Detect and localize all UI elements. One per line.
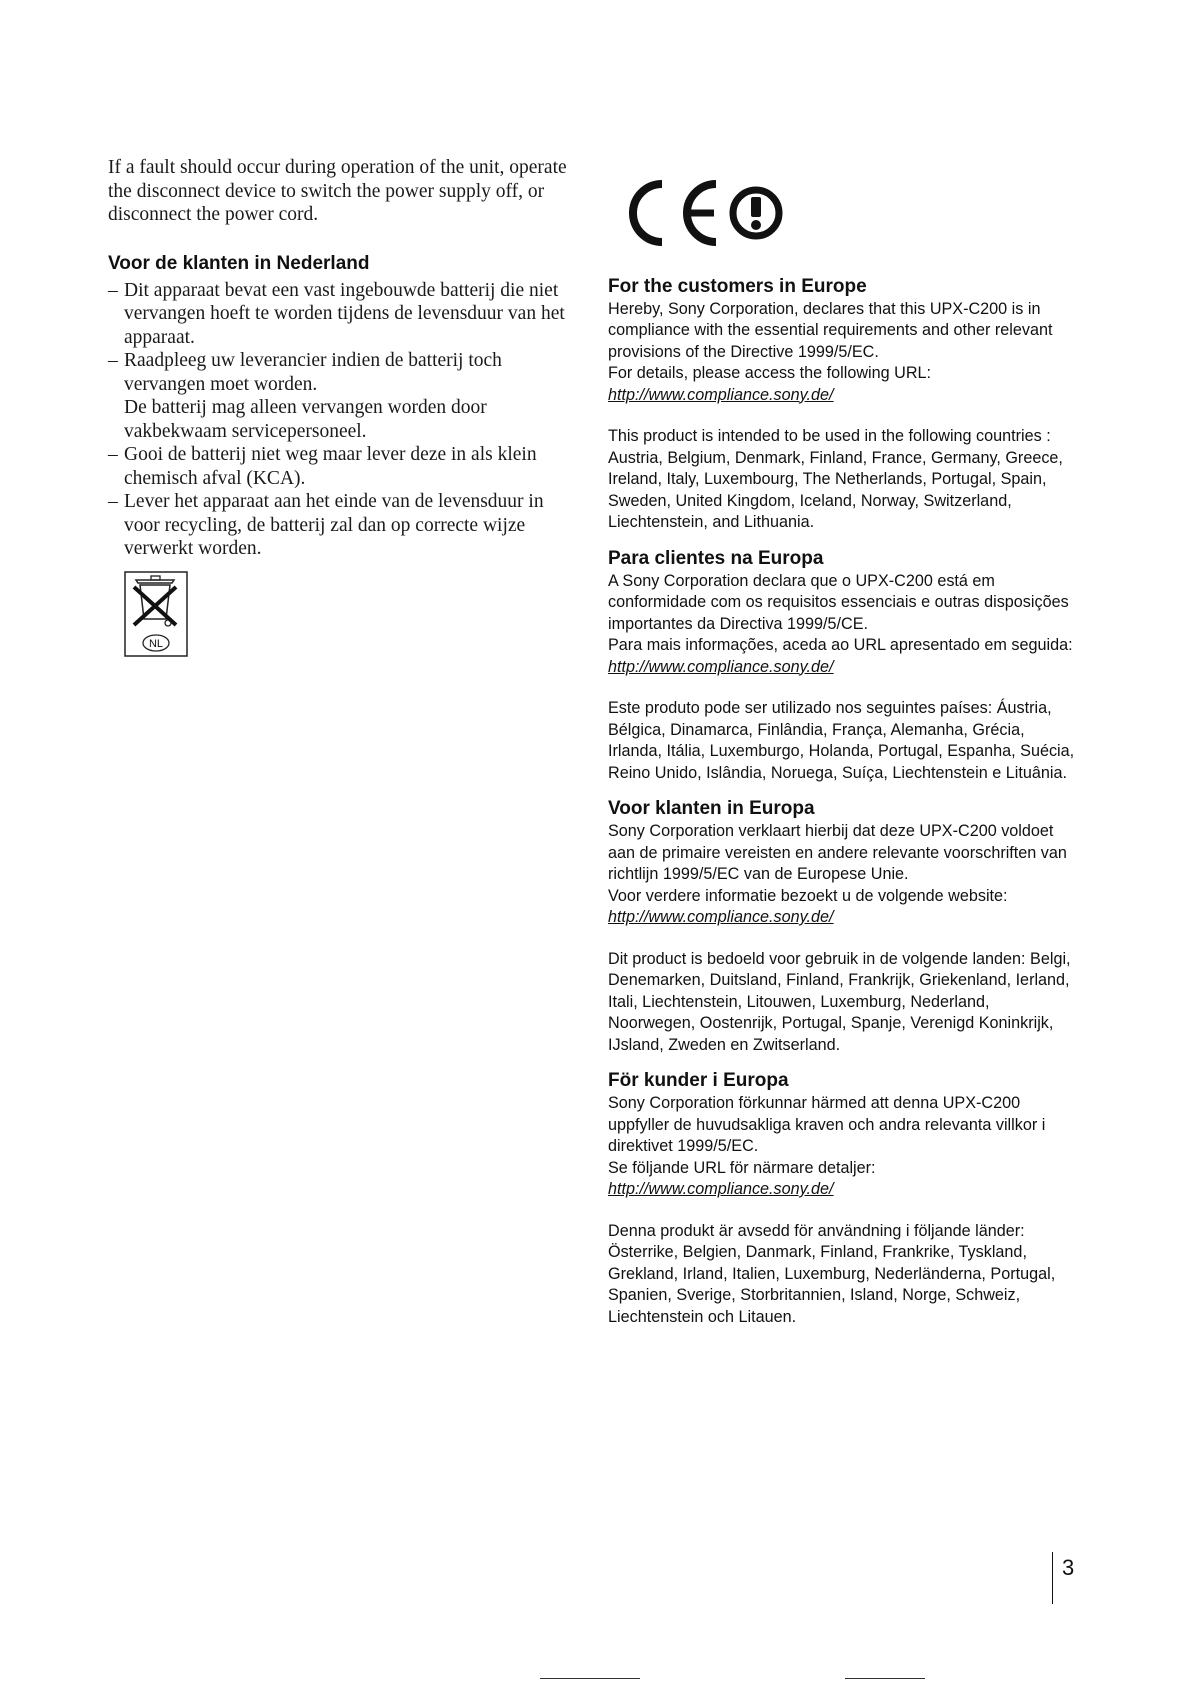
section-heading: Para clientes na Europa [608,547,824,569]
section-sv [608,1070,1078,1328]
compliance-link[interactable]: http://www.compliance.sony.de/ [608,385,834,404]
section-details: Para mais informações, aceda ao URL apresentado em seguida: [608,636,1073,654]
section-countries: Dit product is bedoeld voor gebruik in de volgende landen: Belgi, Denemarken, Duitsland, Finland, Frankrijk, Griekenland, Ierland, Itali, Liechtenstein, Litouwen, Luxemburg, Nederland, Noorwegen, Oostenrijk, Portugal, Spanje, Verenigd Koninkrijk, IJsland, Zweden en Zwitserland. [608,949,1071,1054]
section-nl [608,798,1078,1056]
list-item: – Gooi de batterij niet weg maar lever deze in als klein chemisch afval (KCA). [108,443,568,490]
list-item: – Dit apparaat bevat een vast ingebouwde batterij die niet vervangen hoeft te worden tijdens de levensduur van het apparaat. [108,279,568,350]
compliance-link[interactable]: http://www.compliance.sony.de/ [608,657,834,676]
weee-label: NL [148,637,164,650]
section-countries: This product is intended to be used in the following countries : Austria, Belgium, Denmark, Finland, France, Germany, Greece, Ireland, Italy, Luxembourg, The Netherlands, Portugal, Spain, Sweden, United Kingdom, Iceland, Norway, Switzerland, Liechtenstein, and Lithuania. [608,427,1063,531]
section-heading: For the customers in Europe [608,275,867,297]
section-heading: Voor klanten in Europa [608,798,815,819]
list-item-extra: De batterij mag alleen vervangen worden door vakbekwaam servicepersoneel. [124,397,487,442]
page-number: 3 [1062,1555,1075,1580]
section-body: A Sony Corporation declara que o UPX-C200 está em conformidade com os requisitos essenciais e outras disposições importantes da Directiva 1999/5/CE. [608,571,1069,633]
section-body: Sony Corporation verklaart hierbij dat deze UPX-C200 voldoet aan de primaire vereisten en andere relevante voorschriften van richtlijn 1999/5/EC van de Europese Unie. [608,822,1067,883]
section-countries: Denna produkt är avsedd för användning i följande länder: Österrike, Belgien, Danmark, Finland, Frankrike, Tyskland, Grekland, Irland, Italien, Luxemburg, Nederländerna, Portugal, Spanien, Sverige, Storbritannien, Island, Norge, Schweiz, Liechtenstein och Litauen. [608,1221,1056,1326]
page-number-divider [1052,1552,1053,1604]
compliance-link[interactable]: http://www.compliance.sony.de/ [608,908,834,926]
fault-instruction: If a fault should occur during operation of the unit, operate the disconnect device to switch the power supply off, or disconnect the power cord. [108,157,567,225]
right-column [608,170,1078,1328]
section-details: Se följande URL för närmare detaljer: [608,1158,876,1177]
compliance-link[interactable]: http://www.compliance.sony.de/ [608,1180,834,1198]
nl-heading: Voor de klanten in Nederland [108,252,370,274]
section-countries: Este produto pode ser utilizado nos seguintes países: Áustria, Bélgica, Dinamarca, Finlândia, França, Alemanha, Grécia, Irlanda, Itália, Luxemburgo, Holanda, Portugal, Espanha, Suécia, Reino Unido, Islândia, Noruega, Suíça, Liechtenstein e Lituânia. [608,699,1075,782]
section-details: Voor verdere informatie bezoekt u de volgende website: [608,886,1008,905]
section-pt [608,548,1078,785]
section-en [608,276,1078,534]
left-column [108,156,568,662]
list-item: – Raadpleeg uw leverancier indien de batterij toch vervangen moet worden. De batterij mag alleen vervangen worden door vakbekwaam servicepersoneel. [108,349,568,443]
section-body: Sony Corporation förkunnar härmed att denna UPX-C200 uppfyller de huvudsakliga kraven och andra relevanta villkor i direktivet 1999/5/EC. [608,1094,1046,1155]
ce-mark-icon [618,170,783,255]
section-heading: För kunder i Europa [608,1070,789,1091]
list-item: – Lever het apparaat aan het einde van de levensduur in voor recycling, de batterij zal dan op correcte wijze verwerkt worden. [108,490,568,561]
footer-rule [845,1678,925,1679]
nl-battery-list [108,279,568,561]
section-body: Hereby, Sony Corporation, declares that this UPX-C200 is in compliance with the essential requirements and other relevant provisions of the Directive 1999/5/EC. [608,299,1053,361]
section-details: For details, please access the following URL: [608,364,932,382]
weee-bin-icon [124,571,188,657]
footer-rule [540,1678,640,1679]
